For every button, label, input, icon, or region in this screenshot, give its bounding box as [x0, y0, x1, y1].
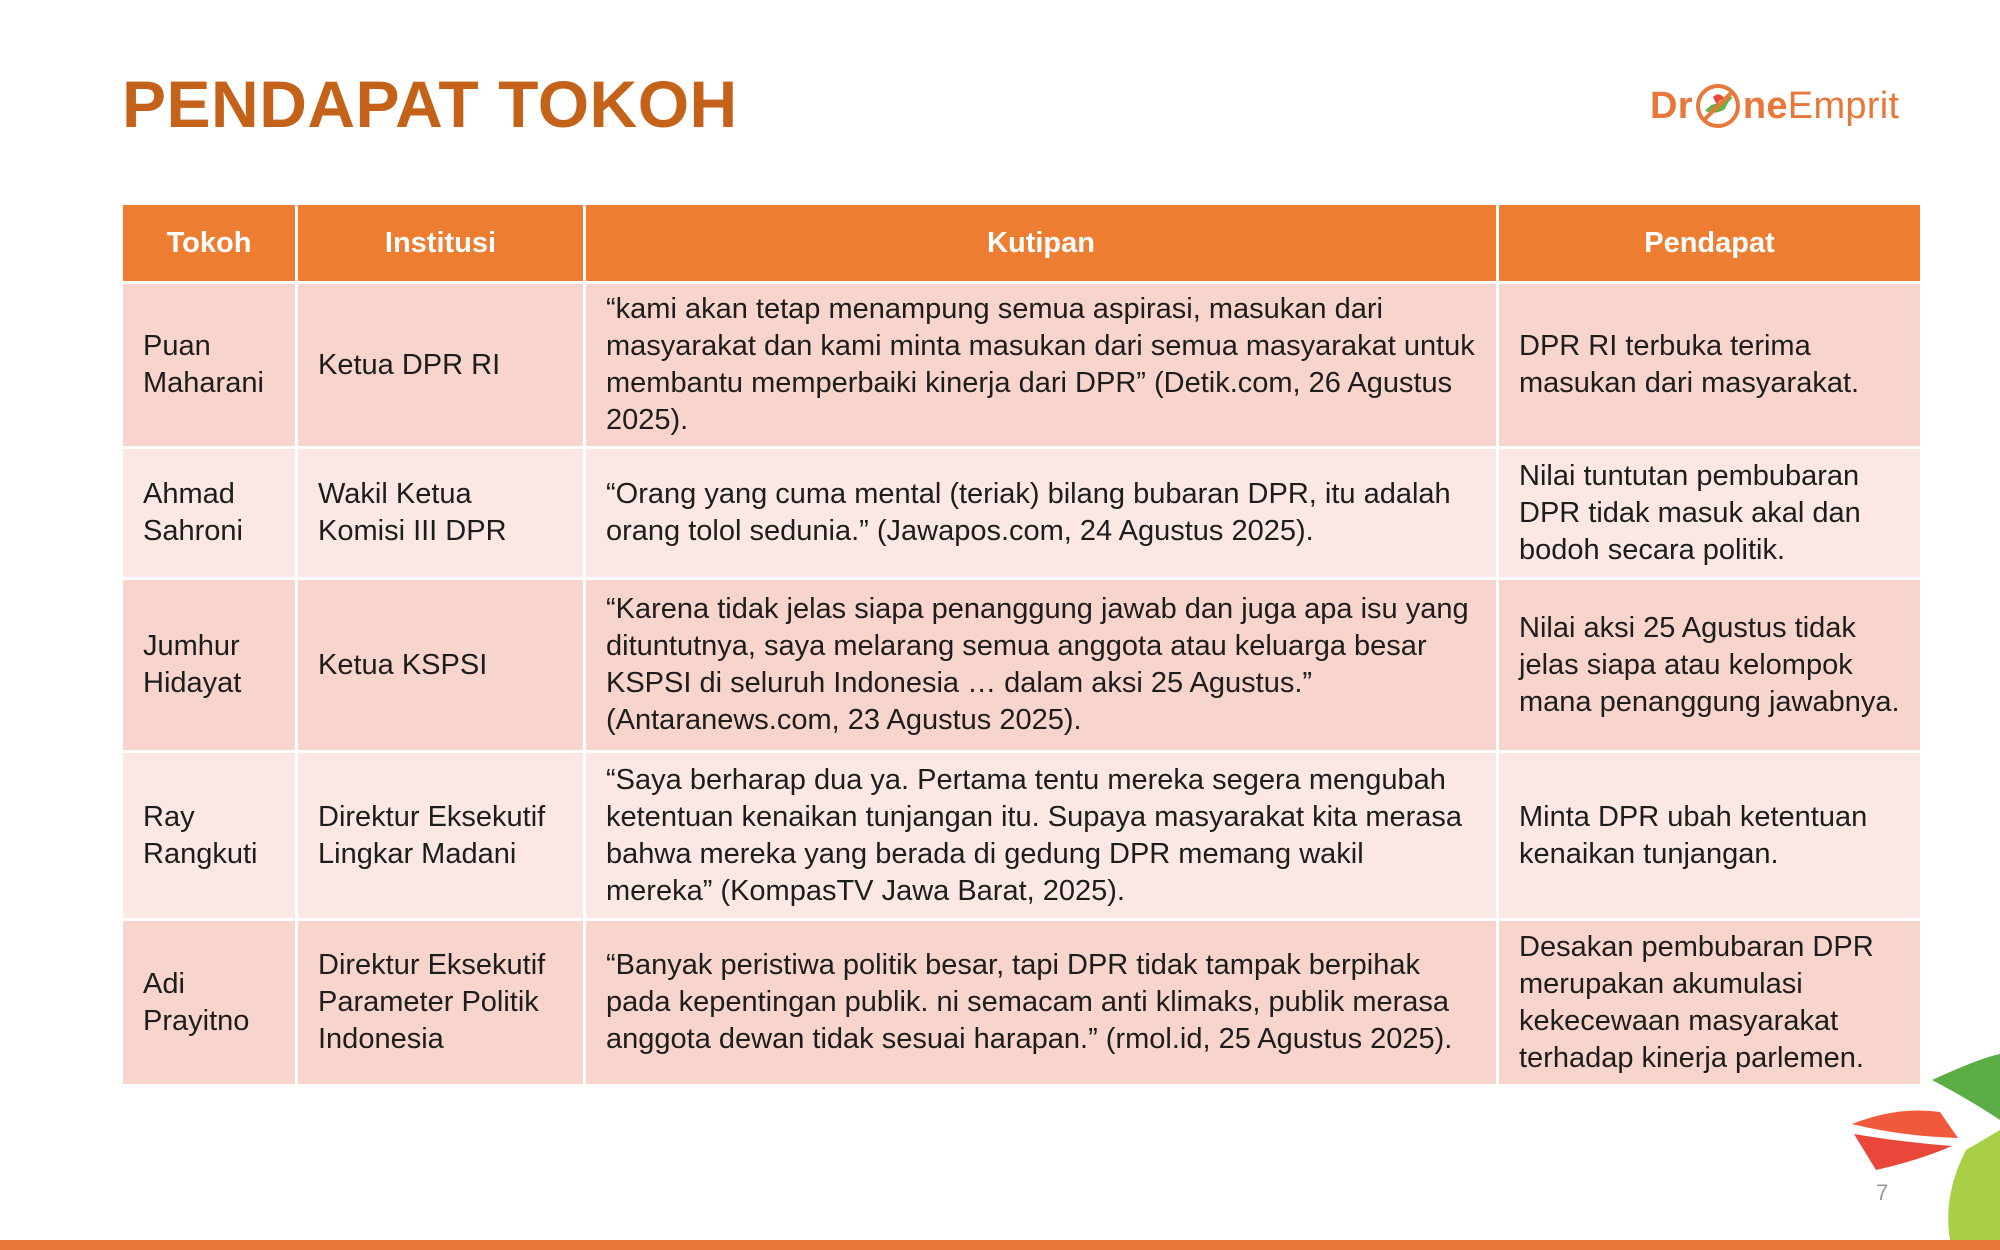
cell-kutipan: “kami akan tetap menampung semua aspirasi, masukan dari masyarakat dan kami minta masukan dari semua masyarakat untuk membantu memperbaiki kinerja dari DPR” (Detik.com, 26 Agustus 2025).: [586, 284, 1496, 446]
header-tokoh: Tokoh: [123, 205, 295, 281]
cell-institusi: Wakil Ketua Komisi III DPR: [298, 449, 583, 577]
cell-tokoh: Ray Rangkuti: [123, 753, 295, 918]
logo-text-ne: ne: [1742, 84, 1788, 127]
cell-kutipan: “Saya berharap dua ya. Pertama tentu mereka segera mengubah ketentuan kenaikan tunjangan itu. Supaya masyarakat kita merasa bahwa mereka yang berada di gedung DPR memang wakil mereka” (KompasTV Jawa Barat, 2025).: [586, 753, 1496, 918]
logo-text-emprit: Emprit: [1787, 84, 1900, 127]
opinion-table: [120, 202, 1923, 1087]
table-row: [123, 753, 1920, 918]
header-pendapat: Pendapat: [1499, 205, 1920, 281]
cell-institusi: Ketua DPR RI: [298, 284, 583, 446]
cell-pendapat: Minta DPR ubah ketentuan kenaikan tunjangan.: [1499, 753, 1920, 918]
cell-tokoh: Jumhur Hidayat: [123, 580, 295, 750]
decorative-leaf-graphic: [1840, 1050, 2000, 1250]
cell-kutipan: “Karena tidak jelas siapa penanggung jawab dan juga apa isu yang dituntutnya, saya melarang semua anggota atau keluarga besar KSPSI di seluruh Indonesia … dalam aksi 25 Agustus.” (Antaranews.com, 23 Agustus 2025).: [586, 580, 1496, 750]
page-number: 7: [1876, 1180, 1889, 1205]
cell-pendapat: Nilai aksi 25 Agustus tidak jelas siapa atau kelompok mana penanggung jawabnya.: [1499, 580, 1920, 750]
cell-kutipan: “Banyak peristiwa politik besar, tapi DPR tidak tampak berpihak pada kepentingan publik. ni semacam anti klimaks, publik merasa anggota dewan tidak sesuai harapan.” (rmol.id, 25 Agustus 2025).: [586, 921, 1496, 1084]
table-row: [123, 580, 1920, 750]
logo-text-dr: Dr: [1650, 84, 1693, 127]
table-row: [123, 921, 1920, 1084]
table-row: [123, 449, 1920, 577]
cell-tokoh: Ahmad Sahroni: [123, 449, 295, 577]
cell-institusi: Direktur Eksekutif Parameter Politik Indonesia: [298, 921, 583, 1084]
bottom-accent-bar: [0, 1240, 2000, 1250]
cell-institusi: Ketua KSPSI: [298, 580, 583, 750]
drone-emprit-logo: [1650, 70, 1899, 142]
cell-tokoh: Puan Maharani: [123, 284, 295, 446]
cell-pendapat: Desakan pembubaran DPR merupakan akumulasi kekecewaan masyarakat terhadap kinerja parlemen.: [1499, 921, 1920, 1084]
header-kutipan: Kutipan: [586, 205, 1496, 281]
cell-tokoh: Adi Prayitno: [123, 921, 295, 1084]
cell-institusi: Direktur Eksekutif Lingkar Madani: [298, 753, 583, 918]
header-institusi: Institusi: [298, 205, 583, 281]
cell-kutipan: “Orang yang cuma mental (teriak) bilang bubaran DPR, itu adalah orang tolol sedunia.” (Jawapos.com, 24 Agustus 2025).: [586, 449, 1496, 577]
cell-pendapat: DPR RI terbuka terima masukan dari masyarakat.: [1499, 284, 1920, 446]
page-title: PENDAPAT TOKOH: [122, 67, 738, 141]
drone-logo-icon: [1695, 83, 1741, 129]
table-row: [123, 284, 1920, 446]
table-header-row: [123, 205, 1920, 281]
cell-pendapat: Nilai tuntutan pembubaran DPR tidak masuk akal dan bodoh secara politik.: [1499, 449, 1920, 577]
